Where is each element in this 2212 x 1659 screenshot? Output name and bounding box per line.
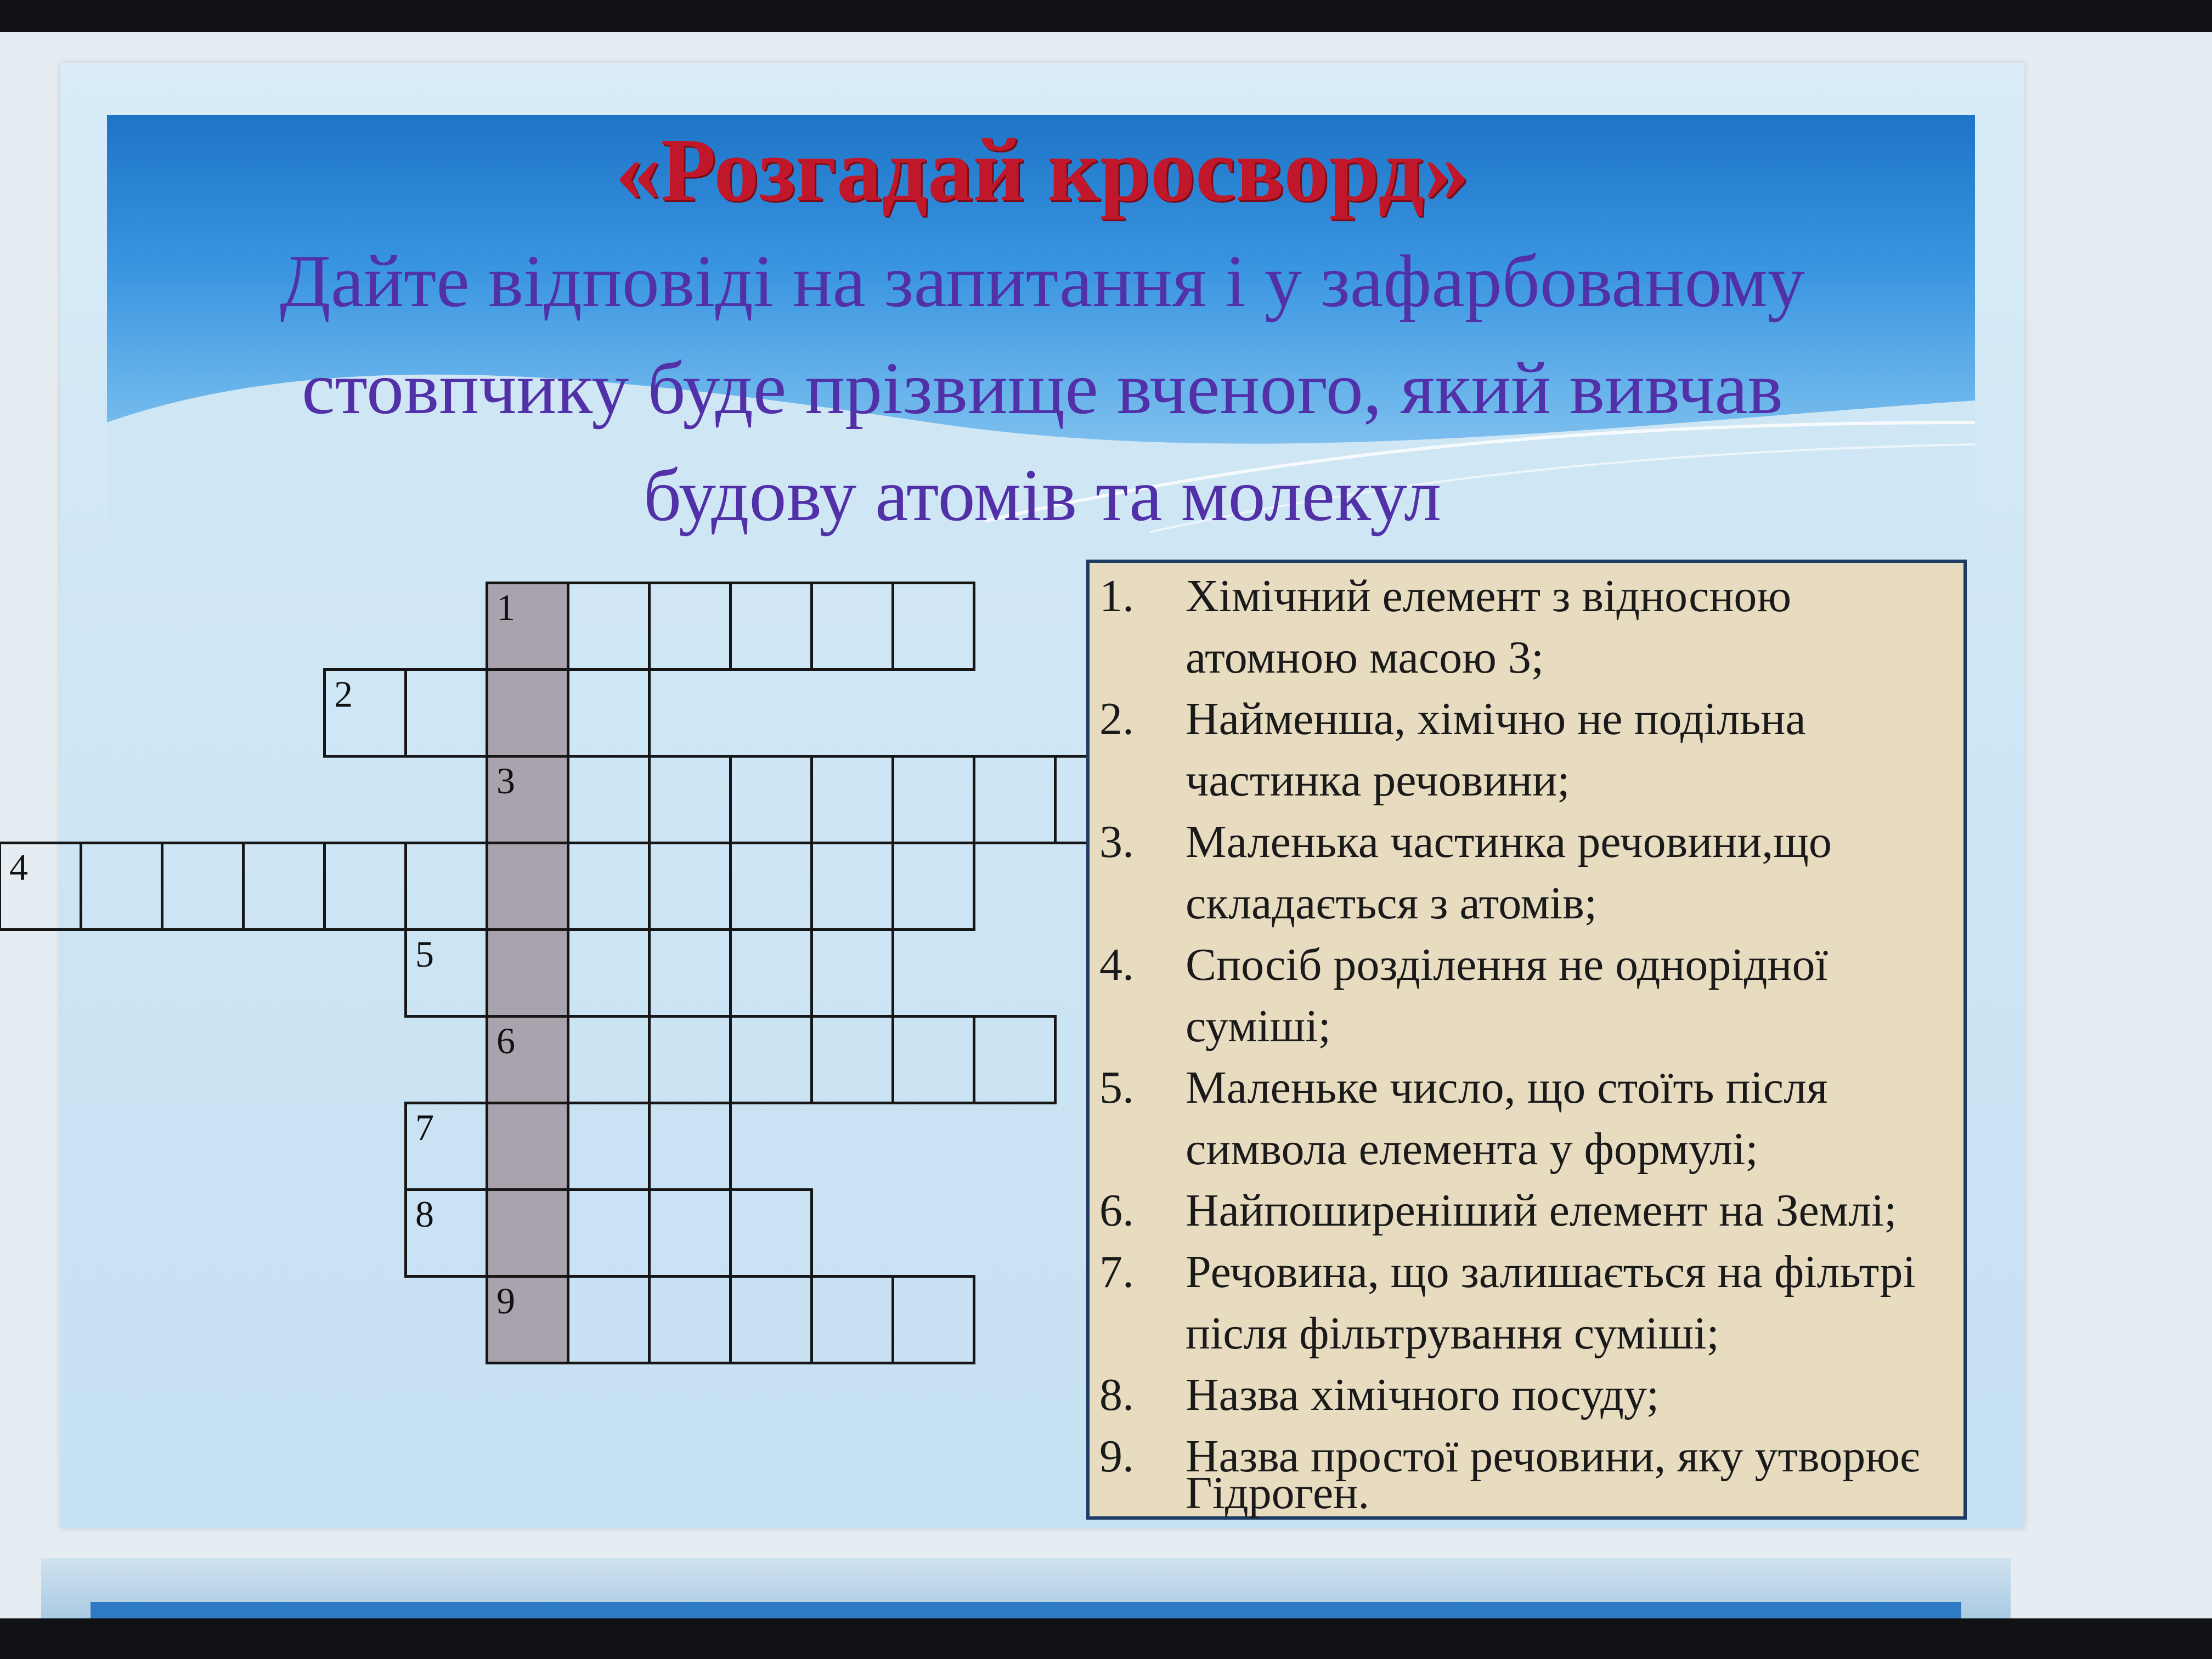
crossword-cell (810, 755, 894, 844)
crossword-cell-shaded (486, 1102, 569, 1191)
crossword-cell (729, 928, 813, 1018)
monitor-bezel-bottom (0, 1618, 2212, 1659)
crossword-cell (973, 755, 1057, 844)
question-number: 4. (1099, 939, 1134, 990)
crossword-clue-number: 1 (496, 586, 515, 628)
question-number: 1. (1099, 571, 1134, 622)
question-line: суміші; (1186, 1001, 1331, 1052)
subtitle-line-2: стовпчику буде прізвище вченого, який вивчав (302, 347, 1783, 430)
crossword-cell (891, 755, 975, 844)
question-line: Найпоширеніший елемент на Землі; (1186, 1185, 1897, 1236)
crossword-cell (648, 1275, 732, 1364)
question-line: після фільтрування суміші; (1186, 1308, 1719, 1359)
questions-panel (1086, 560, 1967, 1520)
subtitle-line-1: Дайте відповіді на запитання і у зафарбованому (280, 240, 1805, 323)
question-line: Речовина, що залишається на фільтрі (1186, 1246, 1916, 1297)
crossword-cell (567, 928, 651, 1018)
question-number: 7. (1099, 1246, 1134, 1297)
question-line: Маленьке число, що стоїть після (1186, 1062, 1828, 1113)
crossword-cell (404, 842, 488, 931)
crossword-cell (648, 1015, 732, 1104)
question-line: частинка речовини; (1186, 755, 1570, 806)
crossword-cell-shaded (486, 842, 569, 931)
question-line: складається з атомів; (1186, 878, 1598, 929)
crossword-cell (648, 755, 732, 844)
crossword-cell (729, 1188, 813, 1278)
question-line: Назва простої речовини, яку утворює (1186, 1431, 1920, 1482)
crossword-cell (648, 1188, 732, 1278)
crossword-clue-number: 7 (415, 1107, 434, 1148)
question-number: 5. (1099, 1062, 1134, 1113)
crossword-cell (567, 1102, 651, 1191)
crossword-cell (810, 928, 894, 1018)
crossword-cell (729, 1015, 813, 1104)
crossword-cell (810, 1015, 894, 1104)
crossword-cell (648, 928, 732, 1018)
crossword-clue-number: 2 (334, 673, 353, 715)
subtitle-line-3: будову атомів та молекул (643, 454, 1442, 537)
crossword-cell (161, 842, 245, 931)
question-line: Гідроген. (1186, 1468, 1370, 1519)
slide-title: «Розгадай кросворд» (615, 120, 1470, 220)
crossword-cell (891, 1015, 975, 1104)
crossword-cell (891, 1275, 975, 1364)
crossword-cell-shaded (486, 1188, 569, 1278)
crossword-cell (404, 668, 488, 758)
crossword-cell (567, 1275, 651, 1364)
crossword-cell (810, 1275, 894, 1364)
crossword-cell (567, 1188, 651, 1278)
crossword-cell (729, 582, 813, 671)
question-line: Назва хімічного посуду; (1186, 1369, 1660, 1420)
question-line: Спосіб розділення не однорідної (1186, 939, 1828, 990)
crossword-cell (648, 842, 732, 931)
crossword-cell (729, 755, 813, 844)
crossword-cell (973, 1015, 1057, 1104)
question-number: 6. (1099, 1185, 1134, 1236)
crossword-cell (567, 1015, 651, 1104)
crossword-clue-number: 3 (496, 760, 515, 802)
crossword-clue-number: 5 (415, 933, 434, 975)
question-number: 8. (1099, 1369, 1134, 1420)
crossword-cell (891, 582, 975, 671)
question-number: 9. (1099, 1431, 1134, 1482)
crossword-cell (648, 1102, 732, 1191)
crossword-cell (567, 842, 651, 931)
crossword-cell (891, 842, 975, 931)
question-number: 2. (1099, 693, 1134, 744)
crossword-cell-shaded (486, 668, 569, 758)
crossword-clue-number: 9 (496, 1280, 515, 1322)
crossword-clue-number: 6 (496, 1020, 515, 1062)
slide (9, 63, 2024, 1528)
crossword-cell (323, 842, 407, 931)
question-line: Найменша, хімічно не подільна (1186, 693, 1806, 744)
next-slide-preview (41, 1558, 2011, 1618)
crossword-cell (567, 668, 651, 758)
crossword-cell (729, 1275, 813, 1364)
crossword-cell (567, 755, 651, 844)
monitor-bezel-top (0, 0, 2212, 32)
crossword-clue-number: 4 (9, 847, 28, 888)
crossword-cell (567, 582, 651, 671)
crossword-cell (729, 842, 813, 931)
question-line: Маленька частинка речовини,що (1186, 816, 1832, 867)
crossword-cell (810, 842, 894, 931)
question-line: символа елемента у формулі; (1186, 1124, 1758, 1175)
question-number: 3. (1099, 816, 1134, 867)
crossword-cell-shaded (486, 928, 569, 1018)
crossword-cell (648, 582, 732, 671)
crossword-clue-number: 8 (415, 1193, 434, 1235)
question-line: атомною масою 3; (1186, 632, 1544, 683)
crossword-cell (810, 582, 894, 671)
crossword-cell (242, 842, 326, 931)
crossword-cell (80, 842, 163, 931)
question-line: Хімічний елемент з відносною (1186, 571, 1792, 622)
